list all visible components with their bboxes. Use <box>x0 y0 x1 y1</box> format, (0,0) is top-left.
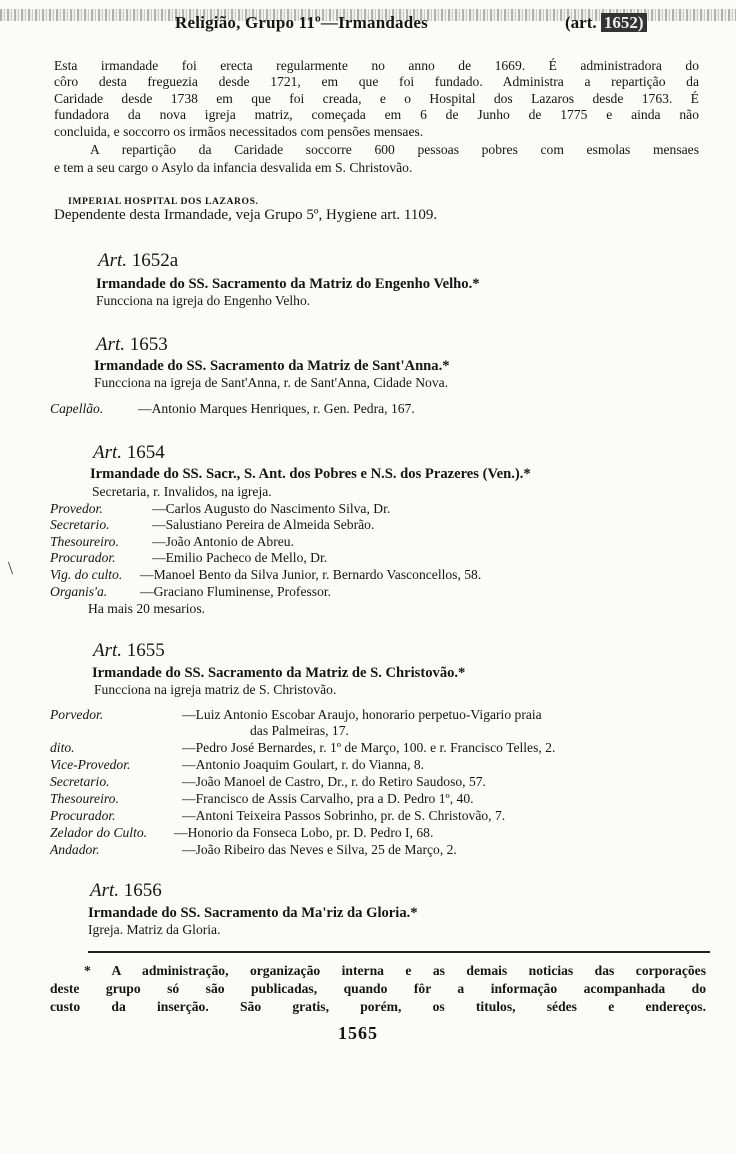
article-label: Art. <box>96 334 126 355</box>
article-number: 1654 <box>126 442 165 463</box>
article-number: 1656 <box>123 880 162 901</box>
hospital-text: Dependente desta Irmandade, veja Grupo 5º, Hygiene art. 1109. <box>54 207 438 223</box>
role-name: —Luiz Antonio Escobar Araujo, honorario perpetuo-Vigario praia <box>182 707 542 722</box>
role-name: —Pedro José Bernardes, r. 1º de Março, 100. e r. Francisco Telles, 2. <box>182 740 556 755</box>
role-label: Secretario. <box>50 517 110 532</box>
footnote-line-3: custo da inserção. São gratis, porém, os titulos, sédes e endereços. <box>50 999 706 1014</box>
role-label: Capellão. <box>50 401 104 416</box>
role-label: Vig. do culto. <box>50 567 123 582</box>
article-1656-subtitle: Igreja. Matriz da Gloria. <box>88 922 221 937</box>
article-1652a-title: Irmandade do SS. Sacramento da Matriz do Engenho Velho.* <box>96 276 480 292</box>
role-name: —Antonio Joaquim Goulart, r. do Vianna, 8. <box>182 757 425 772</box>
running-header-title: Religião, Grupo 11º—Irmandades <box>175 13 428 32</box>
role-name: —Salustiano Pereira de Almeida Sebrão. <box>152 517 375 532</box>
article-1656-title: Irmandade do SS. Sacramento da Ma'riz da Gloria.* <box>88 905 418 921</box>
article-1654-extra: Ha mais 20 mesarios. <box>88 601 206 616</box>
running-header-article <box>565 13 647 33</box>
article-label: Art. <box>98 250 128 271</box>
role-name: —Antonio Marques Henriques, r. Gen. Pedra, 167. <box>138 401 415 416</box>
role-name: —Manoel Bento da Silva Junior, r. Bernardo Vasconcellos, 58. <box>140 567 482 582</box>
article-number: 1653 <box>129 334 168 355</box>
role-name: —João Antonio de Abreu. <box>152 534 294 549</box>
role-label: Thesoureiro. <box>50 791 119 806</box>
intro-line-5: concluida, e soccorro os irmãos necessitados com pensões mensaes. <box>54 124 424 139</box>
article-1655-subtitle: Funcciona na igreja matriz de S. Christovão. <box>94 682 337 697</box>
role-label: Vice-Provedor. <box>50 757 131 772</box>
role-name: —Carlos Augusto do Nascimento Silva, Dr. <box>152 501 391 516</box>
intro-line-2: côro desta freguezia desde 1721, em que foi fundado. Administra a repartição da <box>54 74 699 89</box>
role-label: Secretario. <box>50 774 110 789</box>
article-1653-subtitle: Funcciona na igreja de Sant'Anna, r. de Sant'Anna, Cidade Nova. <box>94 375 449 390</box>
role-label: Thesoureiro. <box>50 534 119 549</box>
article-1655-number <box>93 640 165 662</box>
article-1652a-number <box>98 250 178 272</box>
role-label: Procurador. <box>50 808 116 823</box>
intro-line-4: fundadora da nova igreja matriz, começada em 6 de Junho de 1775 e ainda não <box>54 107 699 122</box>
role-name-continuation: das Palmeiras, 17. <box>250 723 349 738</box>
role-label: Porvedor. <box>50 707 104 722</box>
article-number: 1652a <box>131 250 179 271</box>
article-1654-title: Irmandade do SS. Sacr., S. Ant. dos Pobres e N.S. dos Prazeres (Ven.).* <box>90 466 531 482</box>
intro-line-3: Caridade desde 1738 em que foi creada, e o Hospital dos Lazaros desde 1763. É <box>54 91 699 106</box>
footnote-line-2: deste grupo só são publicadas, quando fôr a informação acompanhada do <box>50 981 706 996</box>
page-number: 1565 <box>338 1023 378 1043</box>
role-name: —Honorio da Fonseca Lobo, pr. D. Pedro I, 68. <box>174 825 434 840</box>
running-header-art-number: 1652) <box>601 13 647 32</box>
role-name: —Emilio Pacheco de Mello, Dr. <box>152 550 328 565</box>
margin-mark: \ <box>8 558 14 578</box>
article-1653-number <box>96 334 168 356</box>
role-name: —Graciano Fluminense, Professor. <box>140 584 332 599</box>
article-label: Art. <box>90 880 120 901</box>
article-1654-number <box>93 442 165 464</box>
role-label: dito. <box>50 740 75 755</box>
role-name: —João Ribeiro das Neves e Silva, 25 de Março, 2. <box>182 842 457 857</box>
running-header <box>0 9 736 37</box>
intro-line-6: A repartição da Caridade soccorre 600 pessoas pobres com esmolas mensaes <box>90 142 699 157</box>
running-header-art-prefix: (art. <box>565 13 597 32</box>
role-name: —Antoni Teixeira Passos Sobrinho, pr. de S. Christovão, 7. <box>182 808 506 823</box>
role-name: —João Manoel de Castro, Dr., r. do Retiro Saudoso, 57. <box>182 774 486 789</box>
footnote-rule <box>88 951 710 953</box>
article-label: Art. <box>93 640 123 661</box>
hospital-heading: IMPERIAL HOSPITAL DOS LAZAROS. <box>68 196 259 207</box>
article-1653-title: Irmandade do SS. Sacramento da Matriz de Sant'Anna.* <box>94 358 450 374</box>
article-number: 1655 <box>126 640 165 661</box>
role-label: Procurador. <box>50 550 116 565</box>
article-1656-number <box>90 880 162 902</box>
article-1654-subtitle: Secretaria, r. Invalidos, na igreja. <box>92 484 272 499</box>
footnote-line-1: * A administração, organização interna e as demais noticias das corporações <box>84 963 706 978</box>
role-name: —Francisco de Assis Carvalho, pra a D. Pedro 1º, 40. <box>182 791 474 806</box>
article-1655-title: Irmandade do SS. Sacramento da Matriz de S. Christovão.* <box>92 665 466 681</box>
article-label: Art. <box>93 442 123 463</box>
role-label: Andador. <box>50 842 100 857</box>
intro-line-7: e tem a seu cargo o Asylo da infancia desvalida em S. Christovão. <box>54 160 413 175</box>
role-label: Zelador do Culto. <box>50 825 148 840</box>
role-label: Organis'a. <box>50 584 108 599</box>
article-1652a-subtitle: Funcciona na igreja do Engenho Velho. <box>96 293 311 308</box>
intro-line-1: Esta irmandade foi erecta regularmente no anno de 1669. É administradora do <box>54 58 699 73</box>
role-label: Provedor. <box>50 501 103 516</box>
